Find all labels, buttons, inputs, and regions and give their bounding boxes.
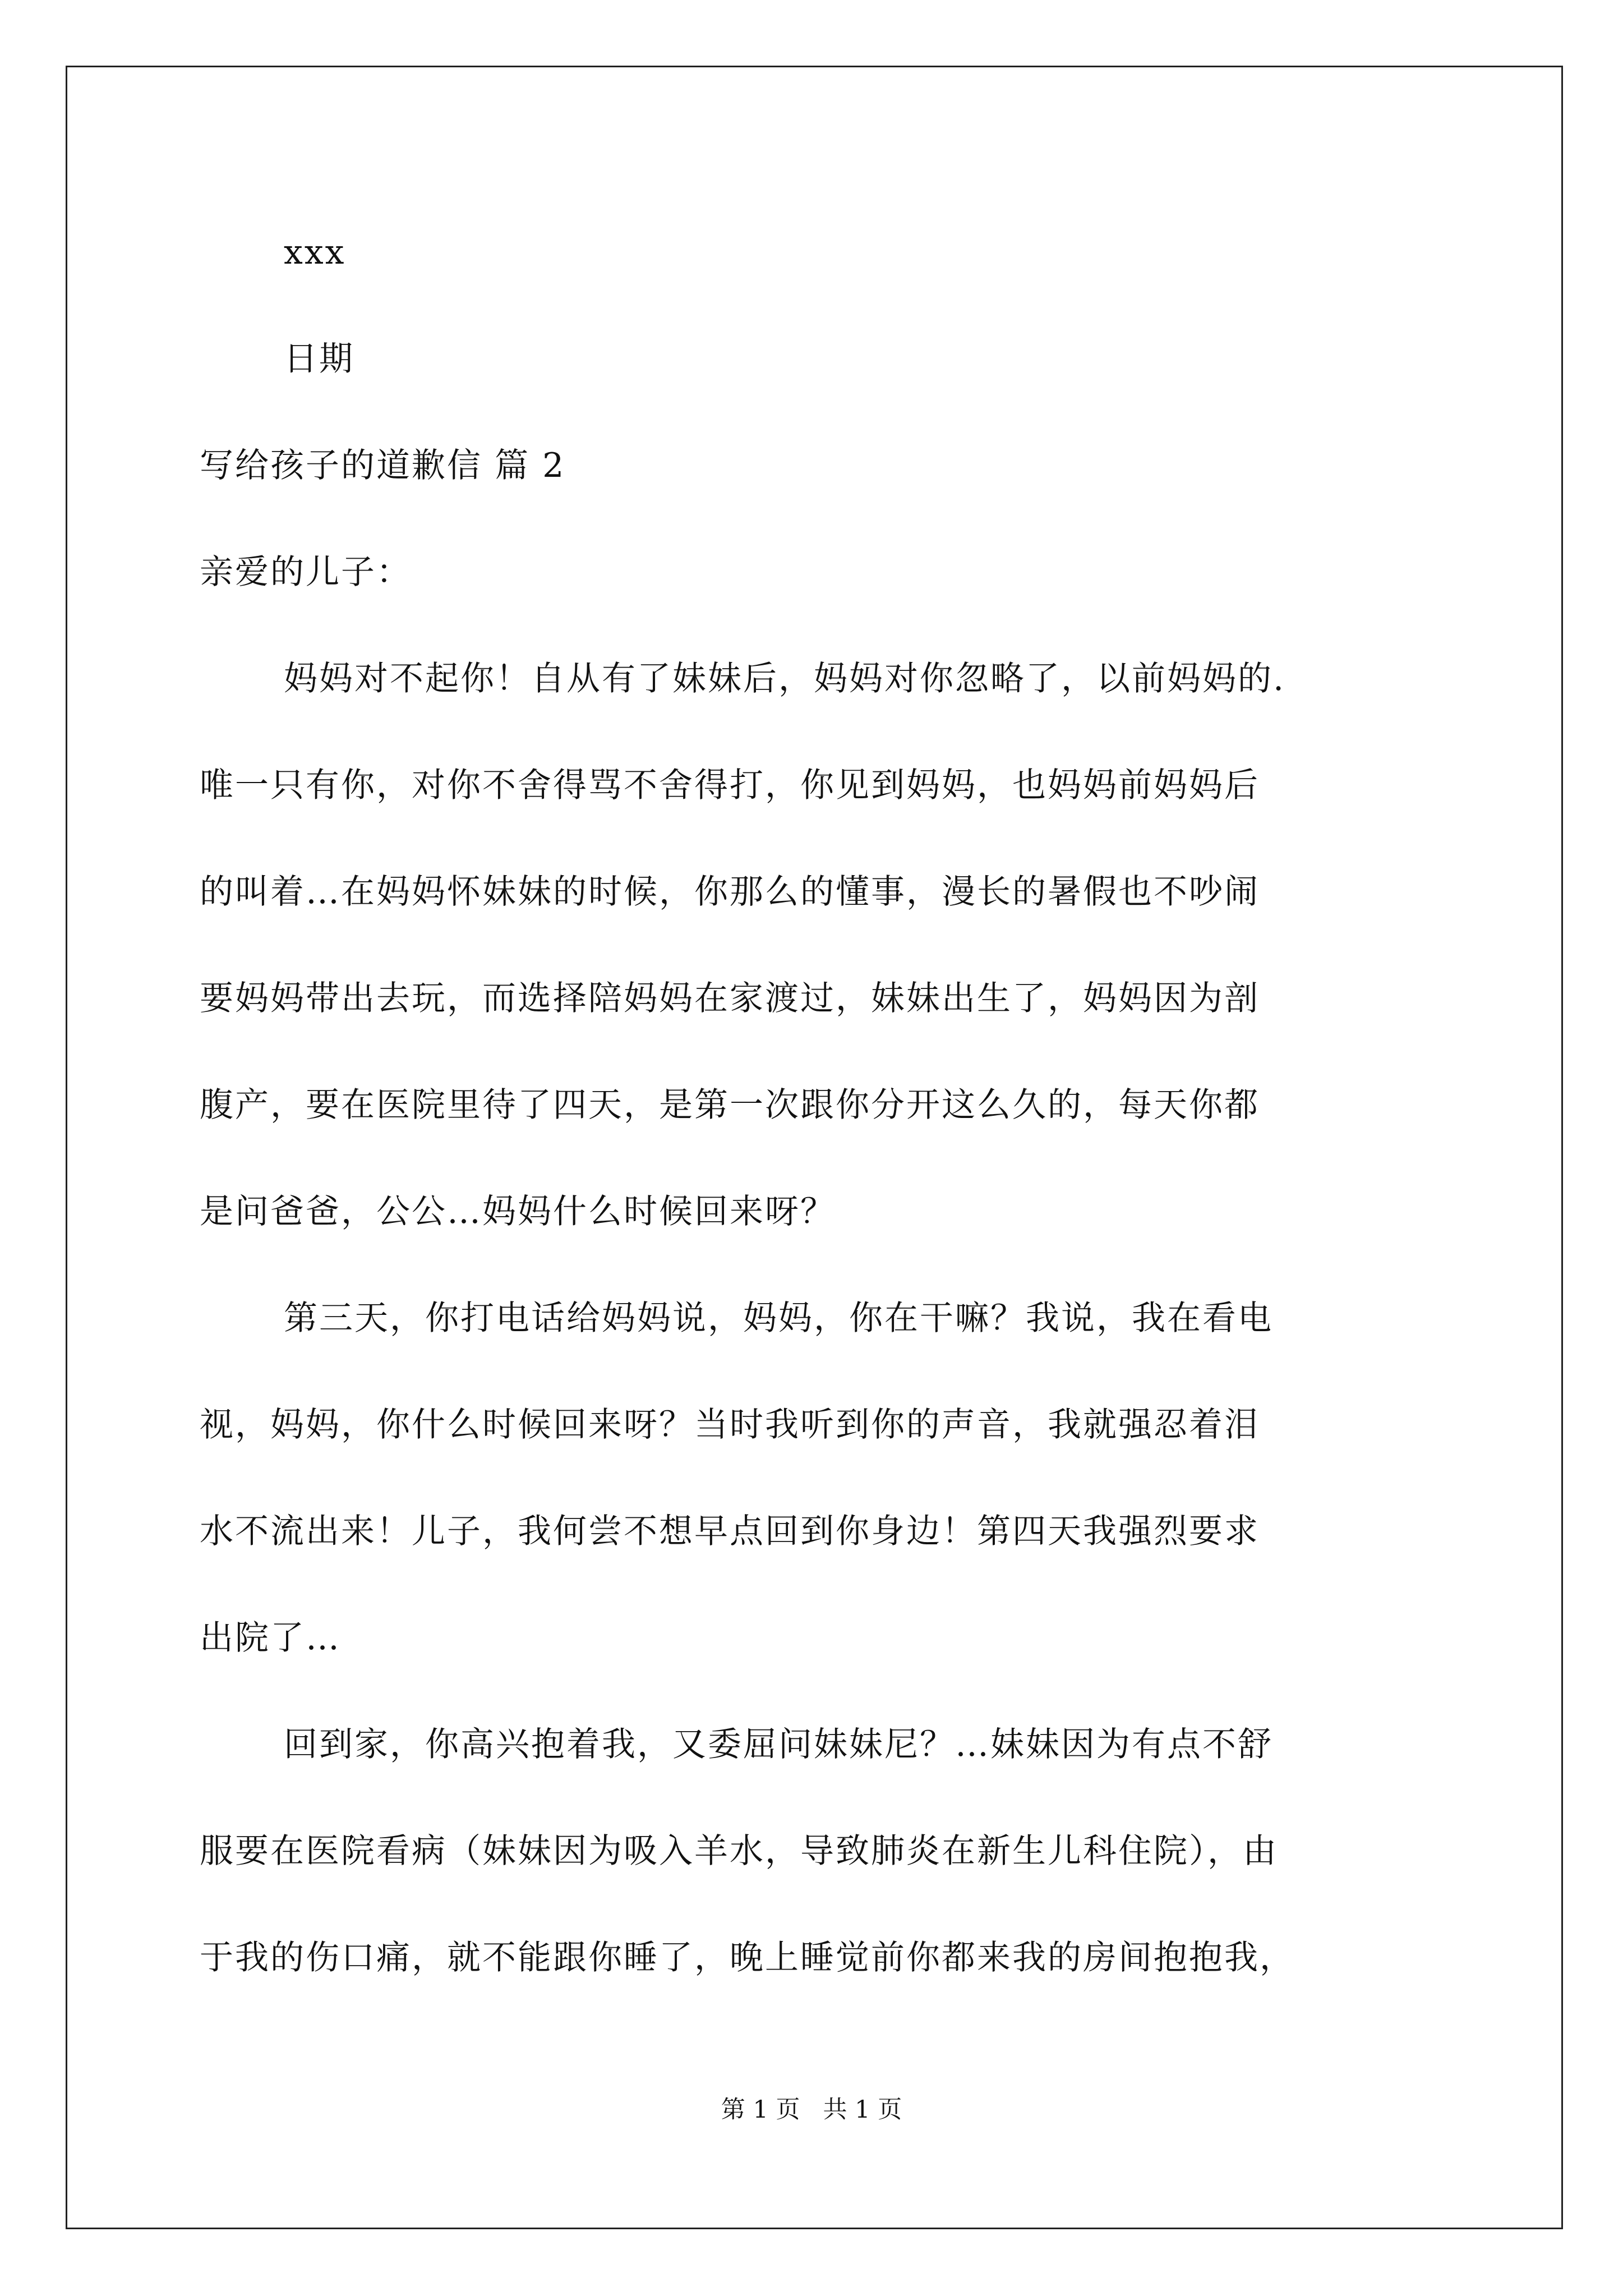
page-border <box>66 66 1563 2229</box>
paragraph-line: 唯一只有你，对你不舍得骂不舍得打，你见到妈妈，也妈妈前妈妈后 <box>200 766 1260 805</box>
paragraph-line: 服要在医院看病（妹妹因为吸入羊水，导致肺炎在新生儿科住院），由 <box>200 1832 1278 1871</box>
signature-text: xxx <box>284 233 346 272</box>
date-label: 日期 <box>284 339 354 379</box>
paragraph-line: 回到家，你高兴抱着我，又委屈问妹妹尼？…妹妹因为有点不舒 <box>284 1725 1273 1764</box>
section-title: 写给孩子的道歉信 篇 2 <box>200 446 566 485</box>
paragraph-line: 的叫着…在妈妈怀妹妹的时候，你那么的懂事，漫长的暑假也不吵闹 <box>200 872 1260 912</box>
paragraph-line: 水不流出来！儿子，我何尝不想早点回到你身边！第四天我强烈要求 <box>200 1512 1260 1551</box>
paragraph-line: 于我的伤口痛，就不能跟你睡了，晚上睡觉前你都来我的房间抱抱我， <box>200 1938 1295 1977</box>
paragraph-line: 出院了… <box>200 1618 341 1658</box>
paragraph-line: 要妈妈带出去玩，而选择陪妈妈在家渡过，妹妹出生了，妈妈因为剖 <box>200 979 1260 1018</box>
paragraph-line: 视，妈妈，你什么时候回来呀？当时我听到你的声音，我就强忍着泪 <box>200 1405 1260 1444</box>
page-footer: 第 1 页 共 1 页 <box>721 2096 902 2124</box>
paragraph-line: 第三天，你打电话给妈妈说，妈妈，你在干嘛？我说，我在看电 <box>284 1299 1273 1338</box>
paragraph-line: 腹产，要在医院里待了四天，是第一次跟你分开这么久的，每天你都 <box>200 1085 1260 1125</box>
paragraph-line: 是问爸爸，公公…妈妈什么时候回来呀？ <box>200 1192 836 1231</box>
paragraph-line: 妈妈对不起你！自从有了妹妹后，妈妈对你忽略了，以前妈妈的. <box>284 659 1286 698</box>
salutation: 亲爱的儿子： <box>200 553 412 592</box>
